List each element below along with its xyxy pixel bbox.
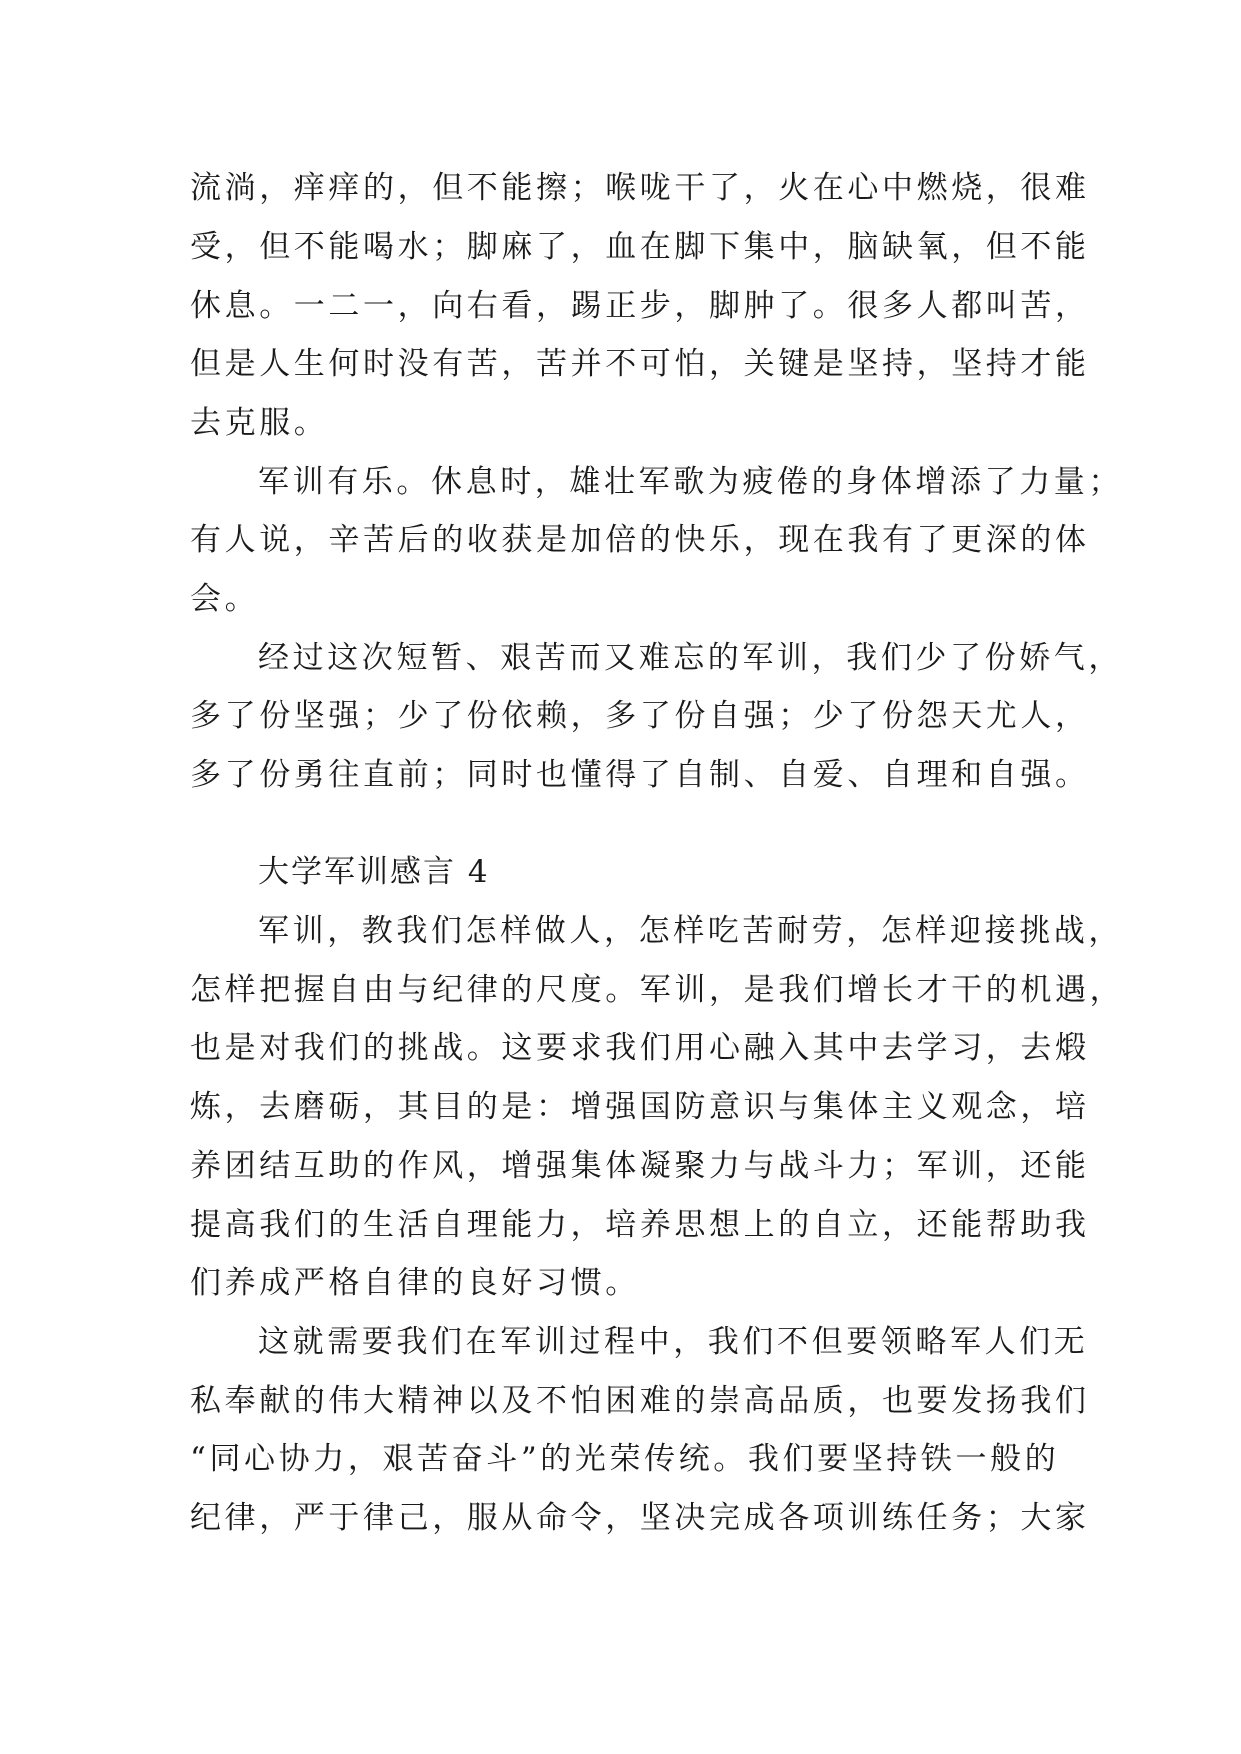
document-page: 流淌，痒痒的，但不能擦；喉咙干了，火在心中燃烧，很难 受，但不能喝水；脚麻了，血在脚下集中，脑缺氧，但不能 休息。一二一，向右看，踢正步，脚肿了。很多人都叫苦， 但是人生何时没有苦，苦并不可怕，关键是坚持，坚持才能 去克服。 军训有乐。休息时，雄壮军歌为疲倦的身体增添了力量； 有人说，辛苦后的收获是加倍的快乐，现在我有了更深的体 会。 经过这次短暂、艰苦而又难忘的军训，我们少了份娇气， 多了份坚强；少了份依赖，多了份自强；少了份怨天尤人， 多了份勇往直前；同时也懂得了自制、自爱、自理和自强。 大学军训感言 4 军训，教我们怎样做人，怎样吃苦耐劳，怎样迎接挑战， 怎样把握自由与纪律的尺度。军训，是我们增长才干的机遇， 也是对我们的挑战。这要求我们用心融入其中去学习，去煅 炼，去磨砺，其目的是：增强国防意识与集体主义观念，培 养团结互助的作风，增强集体凝聚力与战斗力；军训，还能 提高我们的生活自理能力，培养思想上的自立，还能帮助我 们养成严格自律的良好习惯。 这就需要我们在军训过程中，我们不但要领略军人们无 私奉献的伟大精神以及不怕困难的崇高品质，也要发扬我们 “同心协力，艰苦奋斗”的光荣传统。我们要坚持铁一般的 纪律，严于律己，服从命令，坚决完成各项训练任务；大家 <box>0 0 1241 1754</box>
